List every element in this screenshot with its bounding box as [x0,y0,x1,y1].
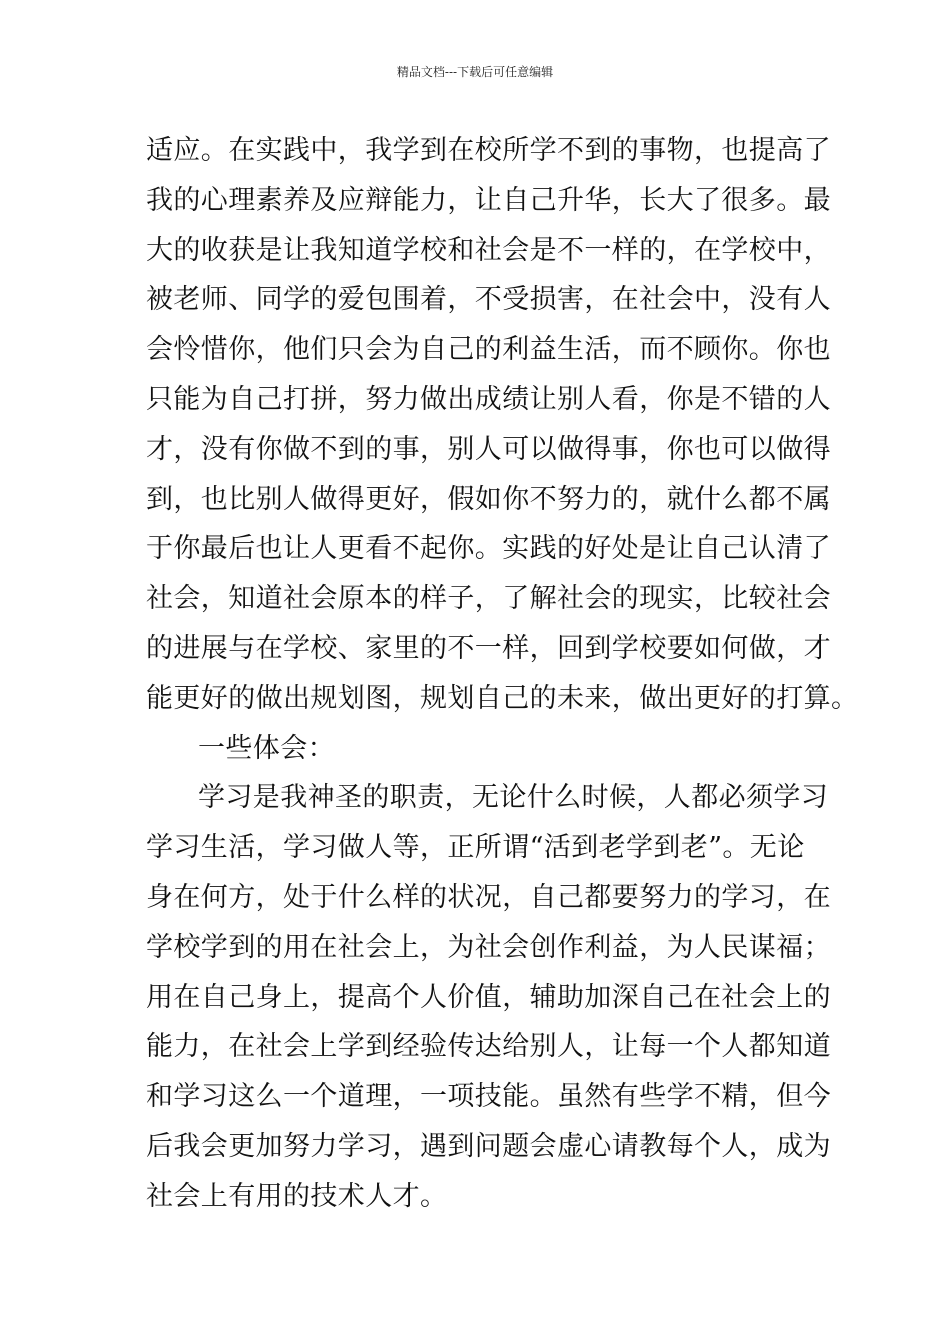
text-line: 学习生活，学习做人等，正所谓“活到老学到老”。无论 [146,832,805,864]
text-line: 社会，知道社会原本的样子，了解社会的现实，比较社会 [146,583,831,615]
text-line: 我的心理素养及应辩能力，让自己升华，长大了很多。最 [146,184,831,216]
text-line: 能力，在社会上学到经验传达给别人，让每一个人都知道 [146,1031,831,1063]
text-line: 只能为自己打拼，努力做出成绩让别人看，你是不错的人 [146,383,831,415]
text-line: 能更好的做出规划图，规划自己的未来，做出更好的打算。 [146,682,859,714]
text-line: 学校学到的用在社会上，为社会创作利益，为人民谋福； [146,931,831,963]
text-line: 和学习这么一个道理，一项技能。虽然有些学不精，但今 [146,1081,831,1113]
text-line: 身在何方，处于什么样的状况，自己都要努力的学习，在 [146,881,831,913]
paragraph-first-line: 学习是我神圣的职责，无论什么时候，人都必须学习 [198,782,829,814]
document-body [146,126,859,1222]
text-line: 大的收获是让我知道学校和社会是不一样的，在学校中， [146,234,831,266]
text-line: 适应。在实践中，我学到在校所学不到的事物，也提高了 [146,135,831,166]
text-line: 到，也比别人做得更好，假如你不努力的，就什么都不属 [146,483,831,515]
page-header: 精品文档---下载后可任意编辑 [396,65,554,79]
text-line: 才，没有你做不到的事，别人可以做得事，你也可以做得 [146,433,831,465]
text-line: 社会上有用的技术人才。 [146,1180,448,1212]
text-line: 的进展与在学校、家里的不一样，回到学校要如何做，才 [146,632,831,664]
text-line: 于你最后也让人更看不起你。实践的好处是让自己认清了 [146,533,831,565]
text-line: 后我会更加努力学习，遇到问题会虚心请教每个人，成为 [146,1130,831,1162]
text-line: 会怜惜你，他们只会为自己的利益生活，而不顾你。你也 [146,334,831,366]
text-line: 用在自己身上，提高个人价值，辅助加深自己在社会上的 [146,981,831,1013]
text-line: 被老师、同学的爱包围着，不受损害，在社会中，没有人 [146,284,831,316]
section-heading: 一些体会： [198,732,335,764]
